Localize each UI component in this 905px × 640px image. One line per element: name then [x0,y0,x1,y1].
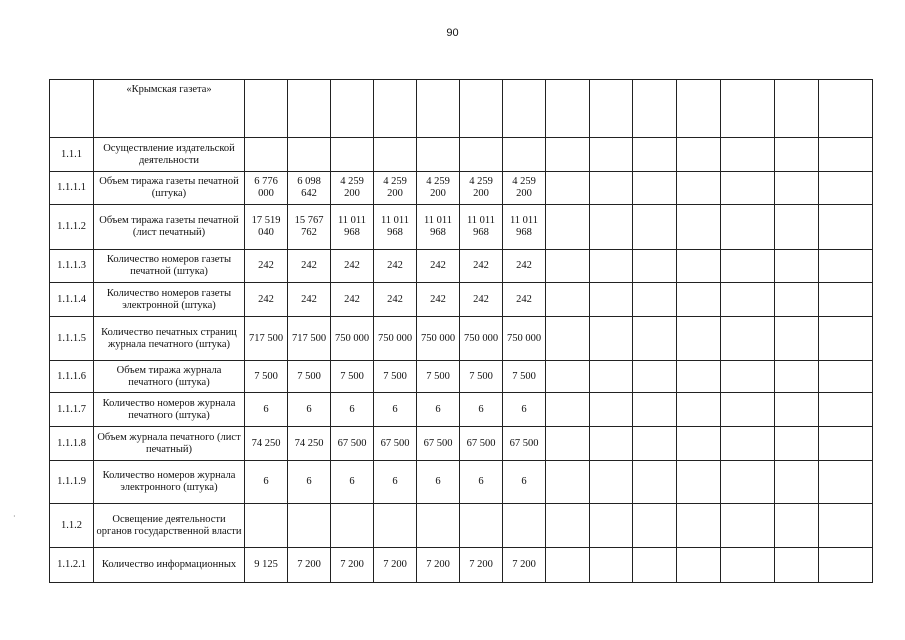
value-cell: 7 500 [460,361,503,393]
title-row [50,80,873,138]
empty-cell [819,504,873,548]
row-number [50,80,94,138]
row-name: Количество номеров журнала электронного (штука) [94,461,245,504]
value-cell [460,80,503,138]
empty-cell [819,548,873,583]
value-cell [288,80,331,138]
value-cell: 750 000 [417,317,460,361]
value-cell: 74 250 [288,427,331,461]
empty-cell [775,80,819,138]
empty-cell [677,283,721,317]
empty-cell [775,427,819,461]
value-cell: 7 500 [503,361,546,393]
empty-cell [677,548,721,583]
row-number: 1.1.1.8 [50,427,94,461]
empty-cell [677,205,721,250]
value-cell: 242 [374,250,417,283]
empty-cell [546,361,590,393]
value-cell: 242 [331,250,374,283]
value-cell: 6 098 642 [288,172,331,205]
value-cell: 6 [331,393,374,427]
row-name: Объем тиража газеты печатной (лист печатный) [94,205,245,250]
empty-cell [721,393,775,427]
empty-cell [546,172,590,205]
value-cell: 242 [503,283,546,317]
value-cell: 11 011 968 [417,205,460,250]
value-cell: 11 011 968 [503,205,546,250]
value-cell: 7 200 [417,548,460,583]
row-number: 1.1.2 [50,504,94,548]
value-cell: 17 519 040 [245,205,288,250]
value-cell: 11 011 968 [460,205,503,250]
empty-cell [775,548,819,583]
value-cell: 4 259 200 [374,172,417,205]
empty-cell [590,172,633,205]
empty-cell [633,548,677,583]
value-cell [288,504,331,548]
value-cell: 7 200 [331,548,374,583]
value-cell: 6 [288,461,331,504]
value-cell [245,504,288,548]
row-number: 1.1.1.6 [50,361,94,393]
empty-cell [590,427,633,461]
empty-cell [819,172,873,205]
empty-cell [819,205,873,250]
empty-cell [819,138,873,172]
empty-cell [590,250,633,283]
empty-cell [775,172,819,205]
empty-cell [546,461,590,504]
table-row [50,138,873,172]
value-cell: 6 776 000 [245,172,288,205]
empty-cell [677,250,721,283]
value-cell [417,504,460,548]
row-name: Объем тиража журнала печатного (штука) [94,361,245,393]
row-number: 1.1.1.3 [50,250,94,283]
value-cell: 9 125 [245,548,288,583]
empty-cell [633,80,677,138]
empty-cell [721,317,775,361]
empty-cell [633,317,677,361]
row-number: 1.1.1 [50,138,94,172]
value-cell: 6 [503,461,546,504]
empty-cell [633,361,677,393]
table-row [50,361,873,393]
row-number: 1.1.1.2 [50,205,94,250]
empty-cell [819,461,873,504]
empty-cell [819,80,873,138]
value-cell [331,504,374,548]
empty-cell [775,283,819,317]
value-cell: 4 259 200 [417,172,460,205]
empty-cell [819,250,873,283]
empty-cell [546,393,590,427]
empty-cell [677,504,721,548]
row-name: «Крымская газета» [94,80,245,138]
value-cell: 6 [331,461,374,504]
empty-cell [677,317,721,361]
value-cell: 6 [460,393,503,427]
empty-cell [590,138,633,172]
empty-cell [546,205,590,250]
empty-cell [775,504,819,548]
value-cell: 7 200 [503,548,546,583]
value-cell: 7 500 [374,361,417,393]
empty-cell [721,504,775,548]
empty-cell [546,138,590,172]
value-cell: 11 011 968 [331,205,374,250]
empty-cell [819,317,873,361]
value-cell [417,80,460,138]
value-cell: 242 [288,250,331,283]
value-cell: 242 [374,283,417,317]
empty-cell [590,205,633,250]
value-cell [503,80,546,138]
row-name: Количество информационных [94,548,245,583]
empty-cell [775,461,819,504]
row-name: Объем журнала печатного (лист печатный) [94,427,245,461]
value-cell: 4 259 200 [503,172,546,205]
value-cell: 4 259 200 [331,172,374,205]
row-number: 1.1.2.1 [50,548,94,583]
empty-cell [677,80,721,138]
empty-cell [590,283,633,317]
value-cell: 67 500 [374,427,417,461]
empty-cell [590,80,633,138]
value-cell: 67 500 [503,427,546,461]
empty-cell [590,393,633,427]
row-name: Объем тиража газеты печатной (штука) [94,172,245,205]
empty-cell [721,461,775,504]
empty-cell [677,427,721,461]
empty-cell [775,317,819,361]
empty-cell [633,393,677,427]
value-cell: 6 [417,461,460,504]
empty-cell [633,504,677,548]
value-cell [374,80,417,138]
value-cell: 6 [460,461,503,504]
value-cell: 750 000 [331,317,374,361]
row-number: 1.1.1.5 [50,317,94,361]
empty-cell [546,317,590,361]
row-name: Количество номеров газеты печатной (штука) [94,250,245,283]
value-cell [288,138,331,172]
table-row [50,317,873,361]
empty-cell [633,250,677,283]
table-row [50,393,873,427]
empty-cell [590,504,633,548]
value-cell: 7 500 [245,361,288,393]
value-cell: 67 500 [460,427,503,461]
empty-cell [633,138,677,172]
empty-cell [819,427,873,461]
empty-cell [590,361,633,393]
value-cell: 7 200 [374,548,417,583]
empty-cell [775,361,819,393]
value-cell [331,138,374,172]
empty-cell [546,80,590,138]
table-row [50,250,873,283]
value-cell: 242 [417,250,460,283]
empty-cell [590,317,633,361]
empty-cell [590,461,633,504]
value-cell [503,504,546,548]
table-row [50,548,873,583]
value-cell: 6 [417,393,460,427]
empty-cell [775,393,819,427]
value-cell: 11 011 968 [374,205,417,250]
table-row [50,172,873,205]
value-cell [245,138,288,172]
value-cell [460,504,503,548]
value-cell: 15 767 762 [288,205,331,250]
row-name: Осуществление издательской деятельности [94,138,245,172]
value-cell: 6 [374,461,417,504]
value-cell: 242 [331,283,374,317]
empty-cell [546,504,590,548]
empty-cell [775,138,819,172]
empty-cell [633,427,677,461]
row-number: 1.1.1.4 [50,283,94,317]
table-row [50,504,873,548]
empty-cell [819,283,873,317]
value-cell [503,138,546,172]
value-cell: 6 [245,461,288,504]
row-number: 1.1.1.9 [50,461,94,504]
value-cell: 750 000 [374,317,417,361]
stray-mark: · [13,512,16,521]
value-cell: 7 500 [288,361,331,393]
empty-cell [633,205,677,250]
empty-cell [819,361,873,393]
empty-cell [775,250,819,283]
value-cell: 717 500 [288,317,331,361]
value-cell: 4 259 200 [460,172,503,205]
empty-cell [721,138,775,172]
value-cell: 7 500 [417,361,460,393]
empty-cell [819,393,873,427]
value-cell: 6 [374,393,417,427]
value-cell [374,138,417,172]
value-cell: 242 [245,250,288,283]
value-cell: 717 500 [245,317,288,361]
empty-cell [546,427,590,461]
table-row [50,205,873,250]
value-cell: 242 [460,250,503,283]
empty-cell [546,548,590,583]
empty-cell [677,172,721,205]
empty-cell [721,172,775,205]
row-name: Количество номеров газеты электронной (штука) [94,283,245,317]
value-cell: 6 [288,393,331,427]
value-cell: 74 250 [245,427,288,461]
table-row [50,427,873,461]
empty-cell [677,393,721,427]
value-cell: 242 [460,283,503,317]
row-name: Освещение деятельности органов государственной власти [94,504,245,548]
data-table [49,79,873,583]
row-number: 1.1.1.1 [50,172,94,205]
value-cell: 750 000 [503,317,546,361]
empty-cell [775,205,819,250]
row-name: Количество номеров журнала печатного (штука) [94,393,245,427]
value-cell: 67 500 [331,427,374,461]
value-cell [374,504,417,548]
empty-cell [721,548,775,583]
table-row [50,461,873,504]
empty-cell [633,283,677,317]
empty-cell [677,461,721,504]
value-cell: 242 [245,283,288,317]
row-name: Количество печатных страниц журнала печатного (штука) [94,317,245,361]
empty-cell [633,461,677,504]
empty-cell [721,283,775,317]
value-cell: 242 [288,283,331,317]
empty-cell [590,548,633,583]
table-body [50,80,873,583]
empty-cell [721,80,775,138]
empty-cell [721,205,775,250]
value-cell: 750 000 [460,317,503,361]
value-cell [331,80,374,138]
value-cell: 242 [503,250,546,283]
value-cell [417,138,460,172]
value-cell: 67 500 [417,427,460,461]
empty-cell [546,250,590,283]
value-cell: 242 [417,283,460,317]
empty-cell [677,138,721,172]
row-number: 1.1.1.7 [50,393,94,427]
table-row [50,283,873,317]
empty-cell [721,361,775,393]
empty-cell [721,427,775,461]
value-cell [245,80,288,138]
value-cell: 7 200 [288,548,331,583]
empty-cell [633,172,677,205]
empty-cell [677,361,721,393]
empty-cell [546,283,590,317]
value-cell: 6 [503,393,546,427]
page-number: 90 [446,27,459,39]
value-cell: 6 [245,393,288,427]
value-cell: 7 500 [331,361,374,393]
value-cell [460,138,503,172]
empty-cell [721,250,775,283]
value-cell: 7 200 [460,548,503,583]
